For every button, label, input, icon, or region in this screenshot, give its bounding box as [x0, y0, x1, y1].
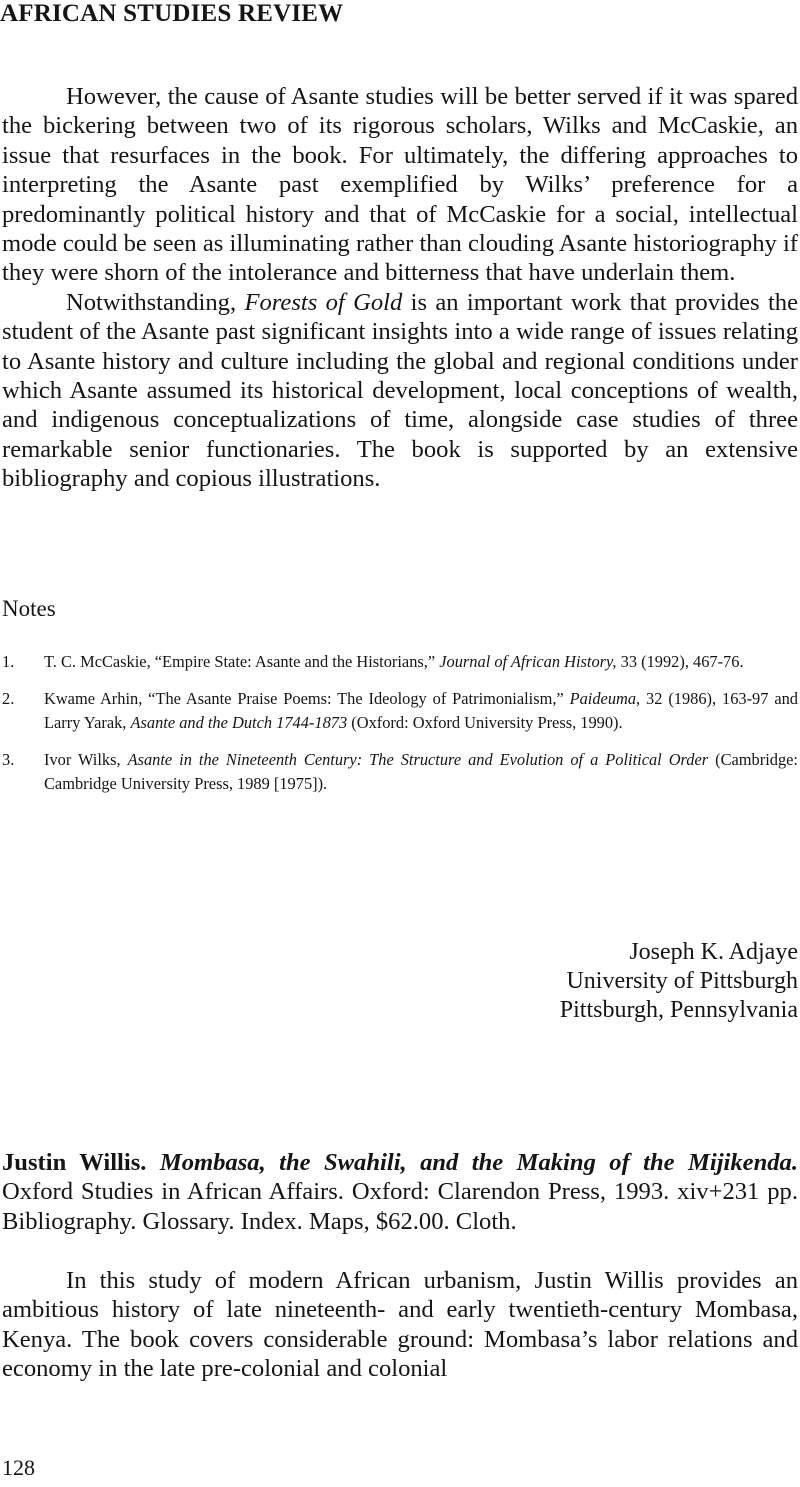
note-text: T. C. McCaskie, “Empire State: Asante and the Historians,”: [44, 652, 440, 671]
entry-details: Oxford Studies in African Affairs. Oxford: Clarendon Press, 1993. xiv+231 pp. Bibliography. Glossary. Index. Maps, $62.00. Cloth.: [2, 1178, 798, 1235]
note-italic: Asante in the Nineteenth Century: The Structure and Evolution of a Political Order: [127, 750, 709, 769]
review-paragraph-2: [2, 288, 798, 494]
note-text: (Cambridge: Cambridge University Press, 1989 [1975]).: [44, 750, 798, 793]
book-title: Forests of Gold: [244, 288, 403, 316]
note-italic: Paideuma,: [569, 689, 641, 708]
entry-title: Mombasa, the Swahili, and the Making of the Mijikenda.: [159, 1149, 798, 1176]
note-text: 33 (1992), 467-76.: [616, 652, 744, 671]
note-text: Ivor Wilks,: [44, 750, 128, 769]
note-italic: Journal of African History,: [439, 652, 617, 671]
note-text: Kwame Arhin, “The Asante Praise Poems: The Ideology of Patrimonialism,”: [44, 689, 570, 708]
p2-lead: Notwithstanding,: [66, 288, 245, 316]
second-review-body: In this study of modern African urbanism, Justin Willis provides an ambitious history of late nineteenth- and early twentieth-century Mombasa, Kenya. The book covers considerable ground: Mombasa’s labor relations and economy in the late pre-colonial and colonial: [2, 1267, 798, 1383]
reviewer-name: Joseph K. Adjaye: [629, 939, 798, 965]
review-paragraph-1: However, the cause of Asante studies will be better served if it was spared the bickering between two of its rigorous scholars, Wilks and McCaskie, an issue that resurfaces in the book. For ultimately, the differing approaches to interpreting the Asante past exemplified by Wilks’ preference for a predominantly political history and that of McCaskie for a social, intellectual mode could be seen as illuminating rather than clouding Asante historiography if they were shorn of the intolerance and bitterness that have underlain them.: [2, 83, 798, 287]
note-item: [2, 650, 798, 674]
note-italic: Asante and the Dutch 1744-1873: [130, 713, 348, 732]
notes-heading: Notes: [2, 596, 56, 621]
note-text: 32 (1986), 163-97 and Larry Yarak,: [44, 689, 798, 732]
note-number: 1.: [2, 652, 15, 671]
notes-list: [2, 650, 798, 809]
reviewer-affiliation: University of Pittsburgh: [566, 968, 798, 994]
note-item: [2, 748, 798, 796]
p2-rest: is an important work that provides the student of the Asante past significant insights into a wide range of issues relating to Asante history and culture including the global and regional conditions under which Asante assumed its historical development, local conceptions of wealth, and indigenous conceptualizations of time, alongside case studies of three remarkable senior functionaries. The book is supported by an extensive bibliography and copious illustrations.: [2, 288, 798, 493]
reviewer-location: Pittsburgh, Pennsylvania: [559, 997, 798, 1023]
page-number: 128: [2, 1455, 35, 1480]
note-item: [2, 687, 798, 735]
entry-author: Justin Willis.: [2, 1149, 147, 1176]
running-head: AFRICAN STUDIES REVIEW: [0, 0, 344, 27]
book-entry: [2, 1148, 798, 1236]
note-text: (Oxford: Oxford University Press, 1990).: [347, 713, 623, 732]
reviewer-signature: [560, 938, 798, 1025]
note-number: 2.: [2, 689, 15, 708]
note-number: 3.: [2, 750, 15, 769]
review-body: [2, 82, 798, 494]
